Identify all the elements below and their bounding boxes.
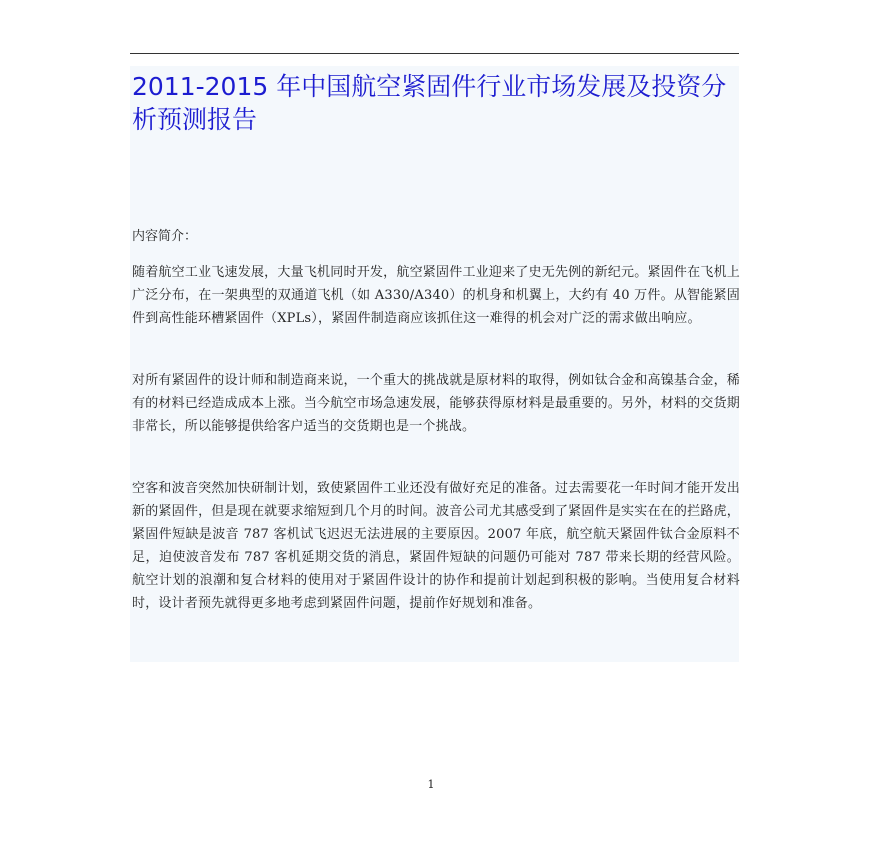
- header-rule: [130, 53, 739, 54]
- paragraph-1: 随着航空工业飞速发展，大量飞机同时开发，航空紧固件工业迎来了史无先例的新纪元。紧固件在飞机上广泛分布，在一架典型的双通道飞机（如 A330/A340）的机身和机翼上，大约有 40 万件。从智能紧固件到高性能环槽紧固件（XPLs），紧固件制造商应该抓住这一难得的机会对广泛的需求做出响应。: [132, 265, 740, 326]
- page-number: 1: [427, 778, 435, 791]
- intro-label: 内容简介：: [132, 229, 198, 244]
- paragraph-3: 空客和波音突然加快研制计划，致使紧固件工业还没有做好充足的准备。过去需要花一年时间才能开发出新的紧固件，但是现在就要求缩短到几个月的时间。波音公司尤其感受到了紧固件是实实在在的拦路虎，紧固件短缺是波音 787 客机试飞迟迟无法进展的主要原因。2007 年底，航空航天紧固件钛合金原料不足，迫使波音发布 787 客机延期交货的消息，紧固件短缺的问题仍可能对 787 带来长期的经营风险。航空计划的浪潮和复合材料的使用对于紧固件设计的协作和提前计划起到积极的影响。当使用复合材料时，设计者预先就得更多地考虑到紧固件问题，提前作好规划和准备。: [132, 481, 740, 611]
- document-title: 2011-2015 年中国航空紧固件行业市场发展及投资分析预测报告: [132, 72, 727, 134]
- paragraph-2: 对所有紧固件的设计师和制造商来说，一个重大的挑战就是原材料的取得，例如钛合金和高镍基合金，稀有的材料已经造成成本上涨。当今航空市场急速发展，能够获得原材料是最重要的。另外，材料的交货期非常长，所以能够提供给客户适当的交货期也是一个挑战。: [132, 373, 740, 434]
